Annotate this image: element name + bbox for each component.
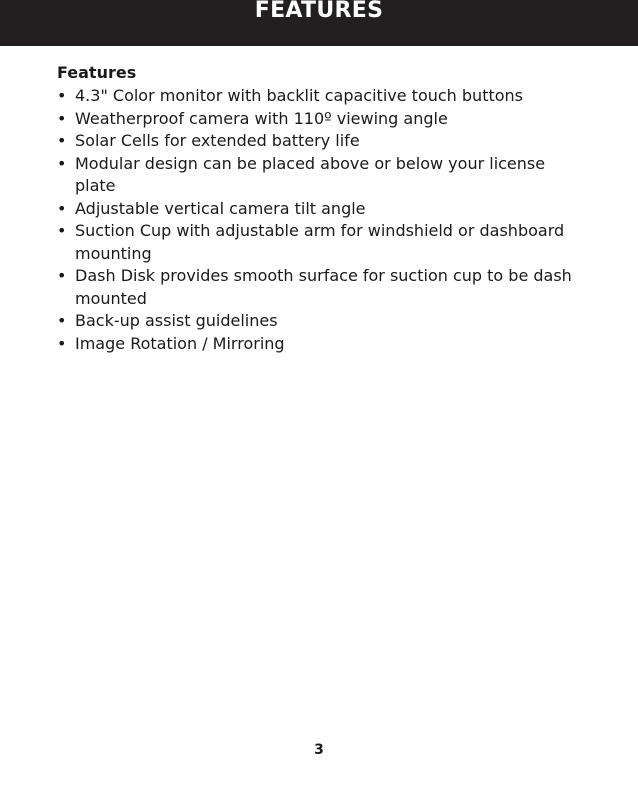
features-list <box>57 85 577 355</box>
bullet-icon: • <box>57 131 67 150</box>
bullet-icon: • <box>57 221 67 240</box>
feature-item <box>57 265 577 310</box>
bullet-icon: • <box>57 333 67 353</box>
feature-item <box>57 130 577 153</box>
feature-item <box>57 108 577 131</box>
header-bar <box>0 0 638 46</box>
bullet-icon: • <box>57 86 67 105</box>
features-section <box>57 63 577 355</box>
feature-item <box>57 85 577 108</box>
bullet-icon: • <box>57 266 67 285</box>
feature-item <box>57 220 577 265</box>
feature-text: Back-up assist guidelines <box>75 311 278 330</box>
page-title: FEATURES <box>254 0 384 23</box>
feature-text: Modular design can be placed above or below your license plate <box>75 153 546 195</box>
page-number: 3 <box>314 742 324 758</box>
feature-text: Solar Cells for extended battery life <box>75 131 360 150</box>
feature-text: 4.3" Color monitor with backlit capacitive touch buttons <box>75 86 523 105</box>
bullet-icon: • <box>57 311 67 330</box>
feature-text: Adjustable vertical camera tilt angle <box>75 198 366 218</box>
bullet-icon: • <box>57 108 67 128</box>
feature-text: Image Rotation / Mirroring <box>75 333 285 353</box>
feature-text: Suction Cup with adjustable arm for windshield or dashboard mounting <box>75 221 565 263</box>
feature-text: Weatherproof camera with 110º viewing angle <box>75 108 448 128</box>
feature-item <box>57 153 577 198</box>
feature-item <box>57 333 577 356</box>
section-heading: Features <box>57 63 137 82</box>
bullet-icon: • <box>57 198 67 218</box>
feature-item <box>57 198 577 221</box>
bullet-icon: • <box>57 153 67 173</box>
feature-item <box>57 310 577 333</box>
feature-text: Dash Disk provides smooth surface for suction cup to be dash mounted <box>75 266 572 308</box>
